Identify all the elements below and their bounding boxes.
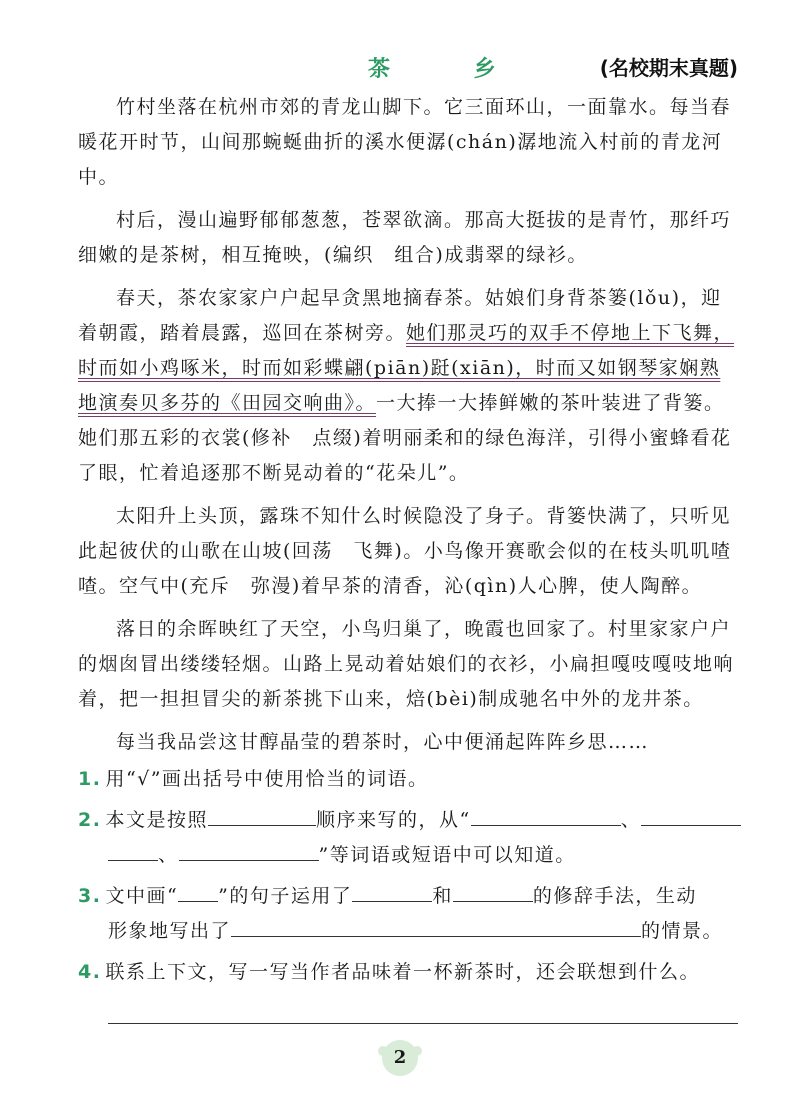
question-2-text-a: 本文是按照 [105, 809, 208, 831]
question-3-text-f: 的情景。 [641, 920, 724, 942]
question-3-text-a: 文中画“ [105, 885, 179, 907]
passage-title: 茶 乡 [368, 57, 534, 82]
answer-blank-rhetoric-1[interactable] [352, 879, 432, 902]
answer-blank-phrase-2-cont[interactable] [108, 838, 158, 861]
question-1-number: 1. [78, 768, 102, 790]
question-4 [78, 955, 743, 990]
questions-section [78, 762, 743, 996]
question-3-text-d: 的修辞手法，生动 [532, 885, 697, 907]
answer-blank-rhetoric-2[interactable] [453, 879, 533, 902]
answer-blank-scene[interactable] [231, 914, 641, 937]
question-3-number: 3. [78, 885, 102, 907]
source-label: (名校期末真题) [599, 56, 738, 80]
answer-blank-order[interactable] [208, 803, 316, 826]
paragraph-4: 太阳升上头顶，露珠不知什么时候隐没了身子。背篓快满了，只听见此起彼伏的山歌在山坡(回荡 飞舞)。小鸟像开赛歌会似的在枝头叽叽喳喳。空气中(充斥 弥漫)着早茶的清香，沁(qìn)人心脾，使人陶醉。 [78, 505, 732, 597]
question-1 [78, 762, 743, 797]
header [0, 52, 800, 88]
question-4-text: 联系上下文，写一写当作者品味着一杯新茶时，还会联想到什么。 [105, 961, 700, 983]
question-2-text-d: 、 [158, 844, 179, 866]
underlined-sentence: 她们那灵巧的双手不停地上下飞舞，时而如小鸡啄米，时而如彩蝶翩(piān)跹(xiān)，时而又如钢琴家娴熟地演奏贝多芬的《田园交响曲》。 [78, 322, 735, 414]
paragraph-3 [78, 281, 738, 491]
passage-body [78, 90, 738, 768]
question-4-number: 4. [78, 961, 102, 983]
question-3-text-b: ”的句子运用了 [218, 885, 353, 907]
question-2-text-e: ”等词语或短语中可以知道。 [318, 844, 576, 866]
underline-sample [178, 879, 218, 902]
question-3-text-c: 和 [432, 885, 453, 907]
paragraph-3-end: 一大捧一大捧鲜嫩的茶叶装进了背篓。她们那五彩的衣裳(修补 点缀)着明丽柔和的绿色海洋，引得小蜜蜂看花了眼，忙着追逐那不断晃动着的“花朵儿”。 [78, 392, 732, 484]
question-1-text: 用“√”画出括号中使用恰当的词语。 [105, 768, 429, 790]
page-number-badge: 2 [382, 1040, 418, 1076]
paragraph-2: 村后，漫山遍野郁郁葱葱，苍翠欲滴。那高大挺拔的是青竹，那纤巧细嫩的是茶树，相互掩映，(编织 组合)成翡翠的绿衫。 [78, 209, 732, 266]
answer-blank-phrase-3[interactable] [179, 838, 319, 861]
question-3 [78, 879, 743, 949]
answer-blank-phrase-1[interactable] [471, 803, 621, 826]
paragraph-6: 每当我品尝这甘醇晶莹的碧茶时，心中便涌起阵阵乡思…… [116, 731, 650, 753]
question-2 [78, 803, 743, 873]
question-3-text-e: 形象地写出了 [108, 920, 232, 942]
question-2-text-c: 、 [620, 809, 642, 831]
paragraph-3-start: 春天，茶农家家户户起早贪黑地摘春茶。姑娘们身背茶篓(lǒu)，迎着朝霞，踏着晨露，巡回在茶树旁。 [78, 287, 722, 344]
answer-line-question-4[interactable] [108, 1022, 738, 1024]
paragraph-1: 竹村坐落在杭州市郊的青龙山脚下。它三面环山，一面靠水。每当春暖花开时节，山间那蜿蜒曲折的溪水便潺(chán)潺地流入村前的青龙河中。 [78, 96, 732, 188]
paragraph-5: 落日的余晖映红了天空，小鸟归巢了，晚霞也回家了。村里家家户户的烟囱冒出缕缕轻烟。山路上晃动着姑娘们的衣衫，小扁担嘎吱嘎吱地响着，把一担担冒尖的新茶挑下山来，焙(bèi)制成驰名中外的龙井茶。 [78, 618, 735, 710]
question-2-text-b: 顺序来写的，从“ [315, 809, 471, 831]
answer-blank-phrase-2[interactable] [641, 803, 741, 826]
question-2-number: 2. [78, 809, 102, 831]
